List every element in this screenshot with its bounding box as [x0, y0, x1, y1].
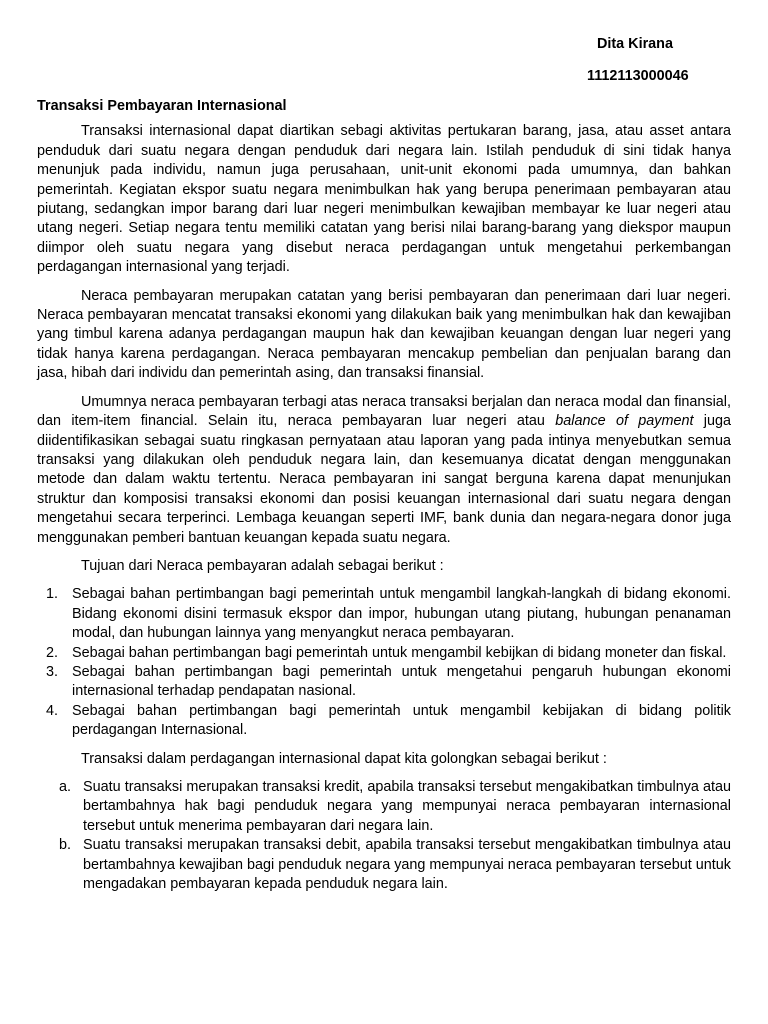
list-item-text: Sebagai bahan pertimbangan bagi pemerintah untuk mengetahui pengaruh hubungan ekonomi internasional terhadap pendapatan nasional.	[72, 663, 731, 700]
paragraph-3-text-a: Umumnya neraca pembayaran terbagi atas neraca transaksi berjalan dan neraca modal dan finansial, dan item-item financial. Selain itu, neraca pembayaran luar negeri atau	[37, 393, 731, 430]
paragraph-3-text-b: juga diidentifikasikan sebagai suatu ringkasan pernyataan atau laporan yang pada intinya menyebutkan semua transaksi yang dilakukan oleh penduduk negara lain, dan kesemuanya dicatat dengan menggunakan metode dan dalam waktu tertentu. Neraca pembayaran ini sangat berguna karena dapat menunjukan struktur dan komposisi transaksi ekonomi dan posisi keuangan internasional dari suatu negara dengan mengetahui secara terperinci. Lembaga keuangan seperti IMF, bank dunia dan negara-negara donor juga menggunakan pemberi bantuan keuangan kepada suatu negara.	[37, 413, 731, 546]
paragraph-5: Transaksi dalam perdagangan internasional dapat kita golongkan sebagai berikut :	[81, 750, 607, 767]
list-item-number: 1.	[46, 586, 59, 603]
list-item	[37, 778, 731, 836]
paragraph-3-italic-term: balance of payment	[555, 413, 694, 430]
list-item	[37, 644, 731, 663]
list-item-text: Suatu transaksi merupakan transaksi kredit, apabila transaksi tersebut mengakibatkan timbulnya atau bertambahnya hak bagi penduduk negara yang mempunyai neraca pembayaran internasional tersebut untuk menerima pembayaran dari negara lain.	[83, 779, 731, 834]
list-item-text: Sebagai bahan pertimbangan bagi pemerintah untuk mengambil kebijakan di bidang politik perdagangan Internasional.	[72, 702, 731, 739]
transaction-type-list	[37, 778, 731, 894]
list-item-number: 2.	[46, 644, 59, 661]
list-item	[37, 836, 731, 894]
document-title: Transaksi Pembayaran Internasional	[37, 98, 287, 114]
paragraph-4: Tujuan dari Neraca pembayaran adalah sebagai berikut :	[81, 557, 444, 574]
purpose-list	[37, 585, 731, 740]
list-item-text: Suatu transaksi merupakan transaksi debit, apabila transaksi tersebut mengakibatkan timbulnya atau bertambahnya kewajiban bagi penduduk negara yang mempunyai neraca pembayaran tersebut untuk mengadakan pembayaran kepada penduduk negara lain.	[83, 837, 732, 893]
paragraph-2: Neraca pembayaran merupakan catatan yang berisi pembayaran dan penerimaan dari luar negeri. Neraca pembayaran mencatat transaksi ekonomi yang dilakukan baik yang menimbulkan hak dan kewajiban yang timbul karena adanya perdagangan maupun hak dan kewajiban keuangan dengan luar negeri yang tidak hanya karena perdagangan. Neraca pembayaran mencakup pembelian dan penjualan barang dan jasa, hibah dari individu dan pemerintah asing, dan transaksi finansial.	[37, 287, 731, 382]
list-item-letter: a.	[59, 779, 72, 795]
paragraph-3	[37, 393, 731, 548]
paragraph-1: Transaksi internasional dapat diartikan sebagi aktivitas pertukaran barang, jasa, atau asset antara penduduk dari suatu negara dengan penduduk dari negara lain. Istilah penduduk di sini tidak hanya menunjuk pada individu, namun juga perusahaan, unit-unit ekonomi pada umumnya, dan bahkan pemerintah. Kegiatan ekspor suatu negara menimbulkan hak yang berupa penerimaan pembayaran atau piutang, sedangkan impor barang dari luar negeri menimbulkan kewajiban membayar ke luar negeri atau utang negeri. Setiap negara tentu memiliki catatan yang berisi nilai barang-barang yang diekspor maupun diimpor oleh suatu negara yang disebut neraca perdagangan untuk mengetahui perkembangan perdagangan internasional yang terjadi.	[37, 123, 731, 276]
list-item-text: Sebagai bahan pertimbangan bagi pemerintah untuk mengambil kebijkan di bidang moneter dan fiskal.	[72, 644, 727, 661]
list-item	[37, 585, 731, 643]
list-item-letter: b.	[59, 837, 72, 854]
list-item-number: 3.	[46, 663, 59, 680]
list-item-text: Sebagai bahan pertimbangan bagi pemerintah untuk mengambil langkah-langkah di bidang ekonomi. Bidang ekonomi disini termasuk ekspor dan impor, hubungan utang piutang, hubungan penanaman modal, dan hubungan lainnya yang menyangkut neraca pembayaran.	[72, 586, 731, 642]
author-name: Dita Kirana	[597, 36, 673, 52]
list-item-number: 4.	[46, 702, 59, 719]
list-item	[37, 702, 731, 741]
document-body	[37, 97, 731, 903]
list-item	[37, 663, 731, 702]
student-id: 1112113000046	[587, 68, 689, 84]
